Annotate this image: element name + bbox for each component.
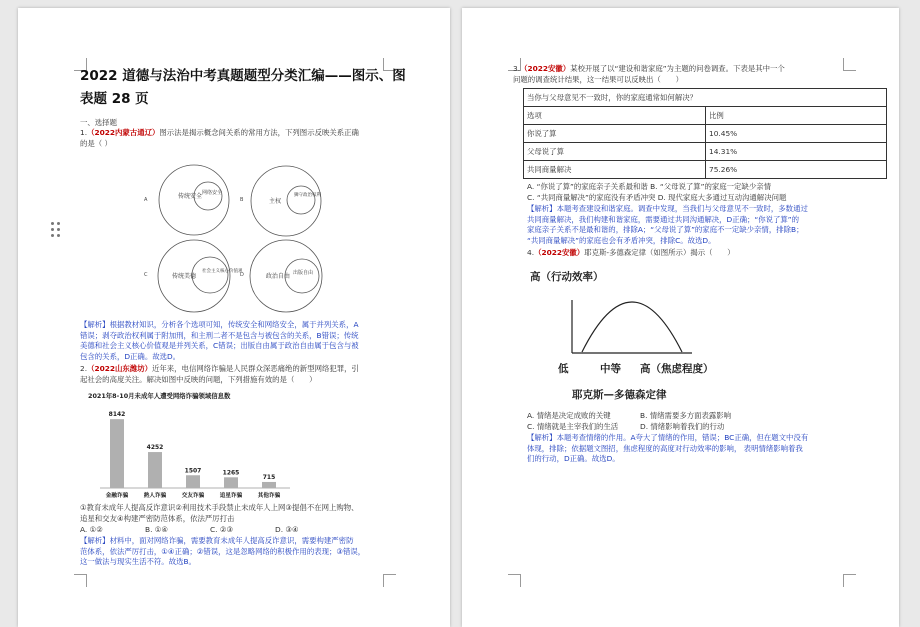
q4-choice-row — [527, 411, 731, 422]
chart-bar — [262, 482, 276, 488]
graph-x-label-high: 高（焦虑程度） — [640, 363, 714, 375]
graph-caption: 耶克斯—多德森定律 — [572, 389, 667, 401]
q2-statement-line: 追星和交友④构建严密防范体系，依法严厉打击 — [80, 513, 235, 523]
chart-bar — [186, 475, 200, 488]
q2-analysis-line: 【解析】材料中，面对网络诈骗，需要教育未成年人提高反诈意识，需要构建严密防 — [80, 536, 354, 545]
venn-diagrams — [136, 148, 341, 318]
diagram-d-outer-label: 政治自由 — [266, 273, 291, 280]
q2-stem-cont: 起社会的高度关注。解决如图中反映的问题，下列措施有效的是（ ） — [80, 375, 317, 384]
diagram-a-outer-label: 传统安全 — [178, 193, 203, 200]
q2-analysis-line: 范体系，依法严厉打击，①④正确；②错误，这是忽略网络的积极作用的表现；③错误， — [80, 546, 366, 556]
q1-analysis-line: 包含的关系，D正确。故选D。 — [80, 351, 181, 361]
diagram-b — [240, 166, 321, 236]
row-option: 父母说了算 — [524, 143, 706, 161]
chart-data-label: 715 — [262, 473, 276, 481]
q3-stem-cont: 问题的调查统计结果，这一结果可以反映出（ ） — [513, 75, 683, 84]
chart-category-label: 追星诈骗 — [219, 493, 243, 499]
q4-analysis-line: 们的行动，D正确。故选D。 — [527, 454, 620, 464]
page-title-line2: 表题 28 页 — [80, 91, 149, 107]
q3-analysis-line: “共同商量解决”的家庭也会有矛盾冲突，排除C。故选D。 — [527, 235, 716, 245]
diagram-a-inner-label: 网络安全 — [202, 190, 223, 196]
diagram-b-outer-label: 主权 — [269, 198, 282, 205]
q2-option-a[interactable]: A. ①② — [80, 525, 103, 534]
yerkes-dodson-graph — [522, 260, 762, 408]
q4-number: 4. — [527, 248, 535, 257]
chart-bar — [148, 452, 162, 488]
q4-stem — [527, 248, 735, 259]
q4-choice-row — [527, 422, 731, 433]
diagram-d-letter: D — [240, 272, 244, 278]
graph-y-label: 高（行动效率） — [530, 271, 604, 283]
row-ratio: 75.26% — [706, 161, 887, 179]
q1-stem-text: 图示法是揭示概念间关系的常用方法，下列图示反映关系正确 — [159, 128, 359, 137]
bar-chart — [80, 388, 295, 503]
diagram-a-letter: A — [144, 197, 148, 203]
diagram-a — [144, 165, 229, 235]
q3-analysis-line: 共同商量解决，我们构建和谐家庭，需要通过共同沟通解决，D正确；“你说了算”的 — [527, 214, 800, 224]
q2-analysis-line: 这一做法与现实生活不符。故选B。 — [80, 557, 196, 567]
table-row — [524, 143, 887, 161]
q4-choices — [527, 411, 731, 432]
q2-analysis — [80, 536, 365, 568]
document-page-1 — [18, 8, 450, 627]
chart-category-label: 交友诈骗 — [181, 493, 205, 499]
chart-data-label: 1265 — [222, 469, 240, 477]
q4-option-a[interactable]: A. 情绪是决定成败的关键 — [527, 411, 611, 420]
chart-data-label: 8142 — [108, 411, 126, 419]
document-page-2 — [462, 8, 899, 627]
col-ratio-header: 比例 — [706, 107, 887, 125]
q3-source: （2022安徽） — [520, 64, 571, 73]
q3-stem-text: 某校开展了以“建设和谐家庭”为主题的问卷调查。下表是其中一个 — [570, 64, 785, 73]
q1-analysis — [80, 320, 359, 362]
q2-option-b[interactable]: B. ①④ — [145, 525, 169, 534]
q4-source: （2022安徽） — [534, 248, 585, 257]
q2-option-c[interactable]: C. ②③ — [210, 525, 234, 534]
graph-x-label-low: 低 — [558, 363, 569, 375]
chart-bar — [110, 419, 124, 488]
q2-statements — [80, 503, 359, 524]
q1-number: 1. — [80, 128, 88, 137]
q4-stem-text: 耶克斯-多德森定律（如图所示）揭示（ ） — [584, 248, 735, 257]
section-heading: 一、选择题 — [80, 118, 117, 127]
q3-choice-line[interactable]: C. “共同商量解决”的家庭没有矛盾冲突 D. 现代家庭大多通过互动沟通解决问题 — [527, 192, 787, 202]
corner-mark — [843, 574, 856, 587]
graph-x-label-mid: 中等 — [600, 363, 621, 375]
q2-source: （2022山东潍坊） — [87, 364, 152, 373]
diagram-d-inner-label: 出版自由 — [293, 270, 314, 276]
q4-option-d[interactable]: D. 情绪影响着我们的行动 — [640, 421, 725, 431]
q4-analysis — [527, 433, 808, 465]
chart-category-label: 金融诈骗 — [105, 493, 129, 499]
q3-choice-line[interactable]: A. “你说了算”的家庭亲子关系最和谐 B. “父母说了算”的家庭一定缺少亲情 — [527, 182, 771, 191]
diagram-c-inner-label: 社会主义核心价值观 — [202, 269, 243, 274]
corner-mark — [74, 574, 87, 587]
q1-analysis-line: 美德和社会主义核心价值观是并列关系，C错误；出版自由属于政治自由属于包含与被 — [80, 341, 359, 351]
table-row — [524, 161, 887, 179]
corner-mark — [383, 574, 396, 587]
chart-category-label: 其他诈骗 — [257, 493, 281, 499]
diagram-b-letter: B — [240, 197, 244, 203]
chart-data-label: 1507 — [184, 467, 202, 475]
q3-analysis-line: 【解析】本题考查建设和谐家庭。调查中发现，当我们与父母意见不一致时，多数通过 — [527, 204, 808, 213]
corner-mark — [508, 574, 521, 587]
q2-stem-text: 近年来，电信网络诈骗是人民群众深恶痛绝的新型网络犯罪，引 — [151, 364, 359, 373]
chart-bar — [224, 477, 238, 488]
diagram-c-outer-label: 传统美德 — [172, 273, 197, 280]
q2-statement-line: ①教育未成年人提高反诈意识②利用技术手段禁止未成年人上网③提倡不在网上购物、 — [80, 503, 359, 512]
q2-option-d[interactable]: D. ③④ — [275, 525, 299, 534]
q1-analysis-line: 【解析】根据教材知识，分析各个选项可知，传统安全和网络安全，属于并列关系，A — [80, 320, 359, 329]
corner-mark — [843, 58, 856, 71]
survey-table-header: 当你与父母意见不一致时，你的家庭通常如何解决？ — [524, 89, 887, 107]
q4-analysis-line: 【解析】本题考查情绪的作用。A夸大了情绪的作用，错误；BC正确，但在题文中没有 — [527, 433, 809, 442]
survey-table — [523, 88, 887, 179]
q1-analysis-line: 错误；剥夺政治权利属于附加刑，和主刑二者不是包含与被包含的关系，B错误；传统 — [80, 330, 359, 340]
row-ratio: 10.45% — [706, 125, 887, 143]
chart-data-label: 4252 — [146, 444, 164, 452]
q3-analysis-line: 家庭亲子关系不是最和谐的，排除A；“父母说了算”的家庭不一定缺少亲情，排除B； — [527, 225, 804, 235]
graph-curve — [582, 302, 682, 352]
diagram-d — [240, 240, 322, 312]
row-option: 共同商量解决 — [524, 161, 706, 179]
diagram-b-inner-label: 狮守政治权利 — [294, 193, 321, 198]
diagram-c — [144, 240, 243, 312]
q4-option-c[interactable]: C. 情绪就是主宰我们的生活 — [527, 421, 619, 431]
q1-source: （2022内蒙古通辽） — [87, 128, 160, 137]
q3-number: 3. — [513, 64, 521, 73]
diagram-c-letter: C — [144, 272, 148, 278]
q3-stem — [513, 64, 785, 75]
q3-choices — [527, 182, 786, 203]
chart-title: 2021年8-10月未成年人遭受网络诈骗领域信息数 — [88, 392, 231, 400]
q2-number: 2. — [80, 364, 88, 373]
q4-option-b[interactable]: B. 情绪需要多方面表露影响 — [640, 411, 732, 420]
q3-analysis — [527, 204, 808, 246]
q2-stem — [80, 364, 359, 375]
q1-stem — [80, 128, 359, 139]
q1-stem-cont: 的是（ ） — [80, 139, 112, 148]
chart-category-label: 熟人诈骗 — [143, 493, 167, 499]
page-title-line1: 2022 道德与法治中考真题题型分类汇编——图示、图 — [80, 68, 406, 84]
row-ratio: 14.31% — [706, 143, 887, 161]
row-option: 你说了算 — [524, 125, 706, 143]
q2-options — [80, 525, 340, 536]
drag-handle-icon[interactable] — [51, 222, 61, 240]
col-option-header: 选项 — [524, 107, 706, 125]
q4-analysis-line: 体现，排除；依据题文图招，焦虑程度的高度对行动效率的影响， 表明情绪影响着我 — [527, 443, 803, 453]
table-row — [524, 125, 887, 143]
